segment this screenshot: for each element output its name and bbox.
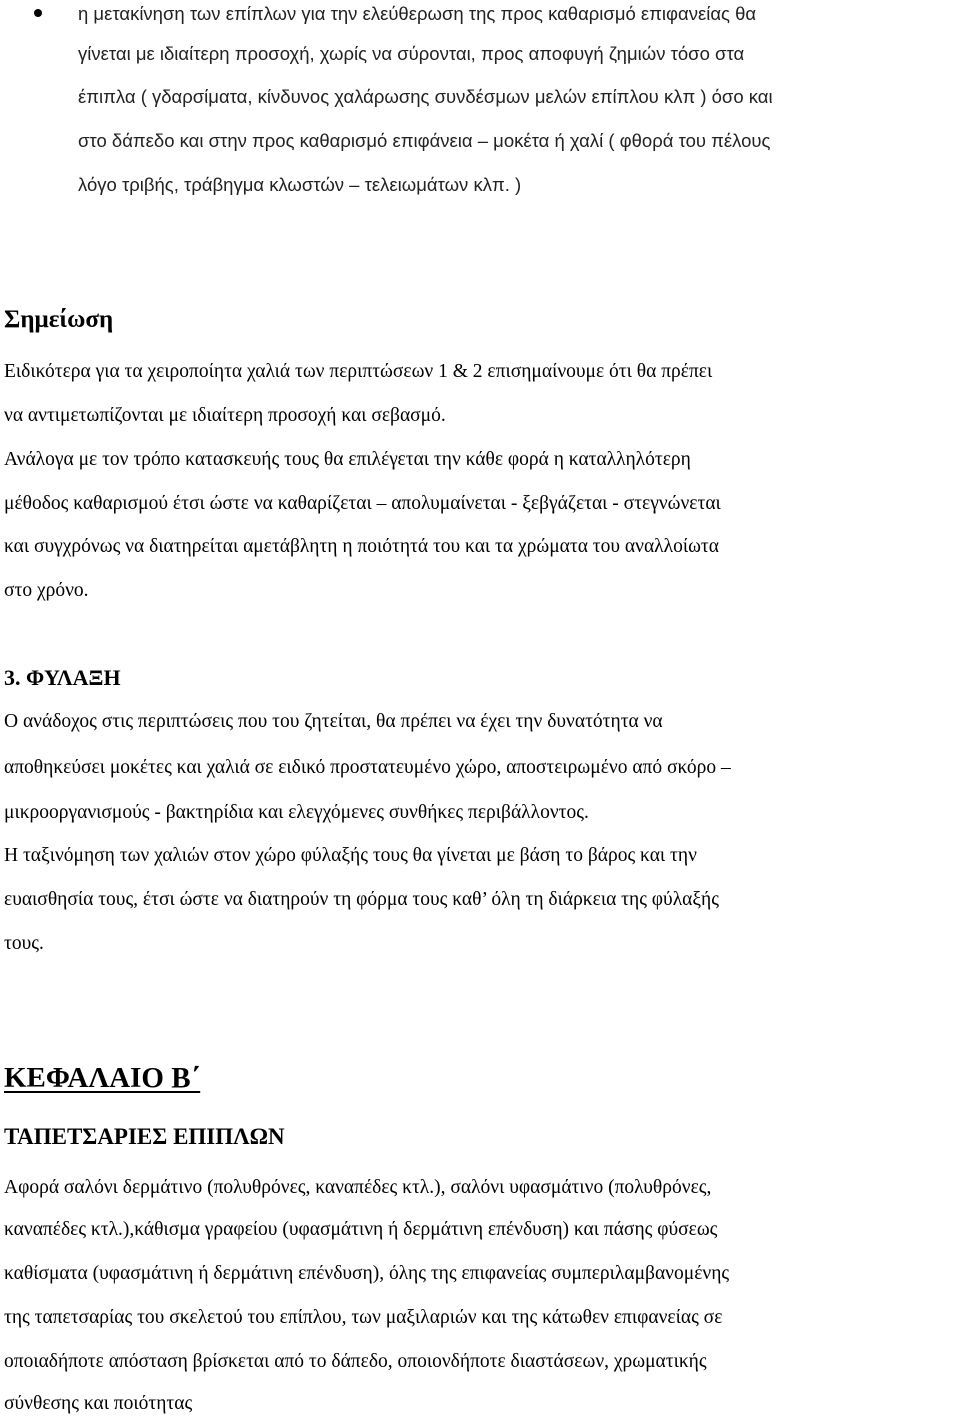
bullet-line: στο δάπεδο και στην προς καθαρισμό επιφάνεια – μοκέτα ή χαλί ( φθορά του πέλους xyxy=(78,130,771,151)
storage-line: τους. xyxy=(4,933,44,954)
storage-line: ευαισθησία τους, έτσι ώστε να διατηρούν τη φόρμα τους καθ’ όλη τη διάρκεια της φύλαξής xyxy=(4,889,719,910)
note-line: να αντιμετωπίζονται με ιδιαίτερη προσοχή και σεβασμό. xyxy=(4,405,446,426)
note-line: Ανάλογα με τον τρόπο κατασκευής τους θα επιλέγεται την κάθε φορά η καταλληλότερη xyxy=(4,449,691,470)
chapter-line: καθίσματα (υφασμάτινη ή δερμάτινη επένδυση), όλης της επιφανείας συμπεριλαμβανομένης xyxy=(4,1263,730,1284)
bullet-line: η μετακίνηση των επίπλων για την ελεύθερωση της προς καθαρισμό επιφανείας θα xyxy=(78,3,757,24)
storage-line: Ο ανάδοχος στις περιπτώσεις που του ζητείται, θα πρέπει να έχει την δυνατότητα να xyxy=(4,711,663,732)
storage-line: μικροοργανισμούς - βακτηρίδια και ελεγχόμενες συνθήκες περιβάλλοντος. xyxy=(4,802,589,823)
bullet-line: έπιπλα ( γδαρσίματα, κίνδυνος χαλάρωσης συνδέσμων μελών επίπλου κλπ ) όσο και xyxy=(78,86,773,107)
chapter-line: Αφορά σαλόνι δερμάτινο (πολυθρόνες, καναπέδες κτλ.), σαλόνι υφασμάτινο (πολυθρόνες, xyxy=(4,1177,712,1198)
chapter-subtitle: ΤΑΠΕΤΣΑΡΙΕΣ ΕΠΙΠΛΩΝ xyxy=(4,1124,285,1149)
note-line: μέθοδος καθαρισμού έτσι ώστε να καθαρίζεται – απολυμαίνεται - ξεβγάζεται - στεγνώνεται xyxy=(4,493,721,514)
chapter-title: ΚΕΦΑΛΑΙΟ Β΄ xyxy=(4,1062,201,1094)
storage-heading: 3. ΦΥΛΑΞΗ xyxy=(4,665,121,690)
note-line: και συγχρόνως να διατηρείται αμετάβλητη η ποιότητά του και τα χρώματα του αναλλοίωτα xyxy=(4,536,719,557)
storage-line: αποθηκεύσει μοκέτες και χαλιά σε ειδικό προστατευμένο χώρο, αποστειρωμένο από σκόρο – xyxy=(4,757,731,778)
note-line: στο χρόνο. xyxy=(4,580,89,601)
chapter-line: καναπέδες κτλ.),κάθισμα γραφείου (υφασμάτινη ή δερμάτινη επένδυση) και πάσης φύσεως xyxy=(4,1219,718,1240)
note-line: Ειδικότερα για τα χειροποίητα χαλιά των περιπτώσεων 1 & 2 επισημαίνουμε ότι θα πρέπει xyxy=(4,361,713,382)
storage-line: Η ταξινόμηση των χαλιών στον χώρο φύλαξής τους θα γίνεται με βάση το βάρος και την xyxy=(4,845,697,866)
bullet-line: γίνεται με ιδιαίτερη προσοχή, χωρίς να σύρονται, προς αποφυγή ζημιών τόσο στα xyxy=(78,43,745,64)
note-heading: Σημείωση xyxy=(4,306,114,333)
chapter-line: της ταπετσαρίας του σκελετού του επίπλου, των μαξιλαριών και της κάτωθεν επιφανείας σε xyxy=(4,1307,723,1328)
bullet-icon xyxy=(34,9,42,17)
chapter-line: σύνθεσης και ποιότητας xyxy=(4,1393,193,1414)
chapter-line: οποιαδήποτε απόσταση βρίσκεται από το δάπεδο, οποιονδήποτε διαστάσεων, χρωματικής xyxy=(4,1351,707,1372)
bullet-line: λόγο τριβής, τράβηγμα κλωστών – τελειωμάτων κλπ. ) xyxy=(78,174,522,195)
